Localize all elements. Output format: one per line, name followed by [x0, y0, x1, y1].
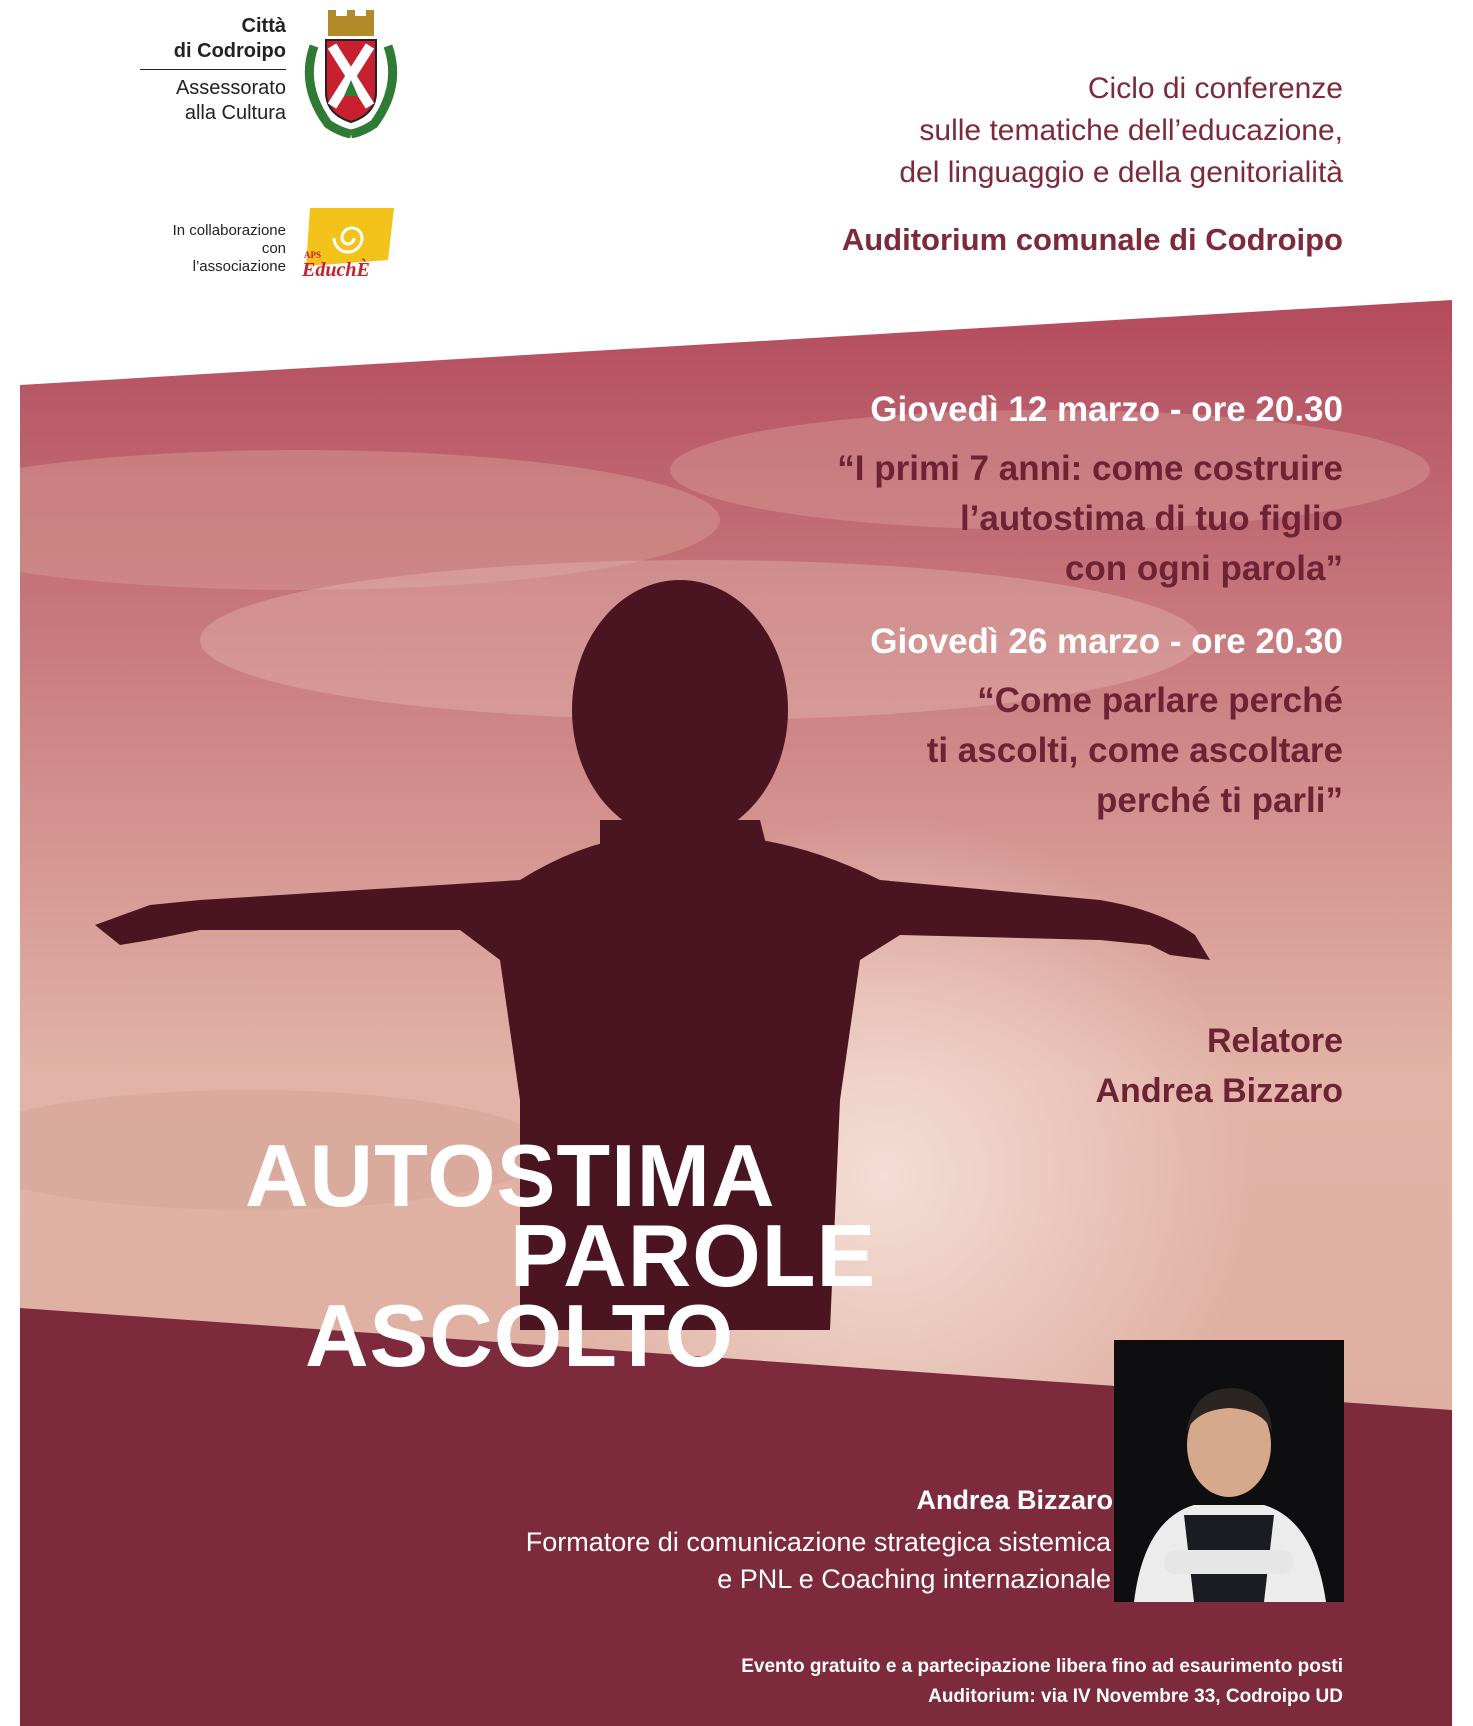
event1-title-line1: “I primi 7 anni: come costruire [837, 449, 1343, 488]
event2-date: Giovedì 26 marzo - ore 20.30 [870, 622, 1343, 661]
event2-title-line1: “Come parlare perché [977, 681, 1343, 720]
series-line3: del linguaggio e della genitorialità [899, 156, 1343, 189]
speaker-portrait [1114, 1340, 1344, 1602]
speaker-label: Relatore [1206, 1022, 1343, 1060]
bio-desc-line2: e PNL e Coaching internazionale [717, 1564, 1111, 1594]
bio-name: Andrea Bizzaro [916, 1485, 1113, 1515]
events-block [837, 390, 1343, 826]
municipality-line4: alla Cultura [184, 102, 286, 124]
event2-title-line2: ti ascolti, come ascoltare [926, 731, 1343, 770]
speaker-block [1096, 1016, 1344, 1116]
bio-desc-line1: Formatore di comunicazione strategica sistemica [525, 1527, 1111, 1557]
bio-description [526, 1524, 1111, 1598]
event1-date: Giovedì 12 marzo - ore 20.30 [870, 390, 1343, 429]
collab-line1: In collaborazione [172, 222, 286, 239]
series-block [842, 68, 1343, 258]
municipality-line3: Assessorato [175, 77, 286, 99]
series-line2: sulle tematiche dell’educazione, [919, 114, 1343, 147]
series-line1: Ciclo di conferenze [1087, 72, 1343, 105]
footer-line1: Evento gratuito e a partecipazione libera fino ad esaurimento posti [741, 1656, 1343, 1677]
municipal-crest-icon [298, 6, 404, 138]
municipality-line2: di Codroipo [173, 40, 286, 62]
venue-title: Auditorium comunale di Codroipo [841, 222, 1343, 257]
event2-title [837, 676, 1343, 826]
event1-title-line3: con ogni parola” [1064, 549, 1343, 588]
footer-block [741, 1652, 1343, 1712]
collaboration-text [130, 222, 286, 276]
municipality-divider [140, 69, 286, 70]
educhè-logo-icon [298, 208, 394, 278]
educhè-logo-text: EduchÈ [302, 259, 370, 278]
event1-title [837, 444, 1343, 594]
educhè-logo-small: APS [304, 250, 322, 260]
speaker-name: Andrea Bizzaro [1095, 1072, 1343, 1110]
footer-line2: Auditorium: via IV Novembre 33, Codroipo UD [928, 1686, 1343, 1707]
event2-title-line3: perché ti parli” [1095, 781, 1343, 820]
headline-ascolto: ASCOLTO [305, 1286, 735, 1385]
collab-line3: l’associazione [192, 258, 286, 275]
municipality-block [140, 14, 286, 126]
headline-parole: PAROLE [510, 1206, 877, 1305]
municipality-line1: Città [241, 15, 286, 37]
event1-title-line2: l’autostima di tuo figlio [959, 499, 1343, 538]
collab-line2: con [261, 240, 286, 257]
headline-autostima: AUTOSTIMA [245, 1126, 776, 1225]
